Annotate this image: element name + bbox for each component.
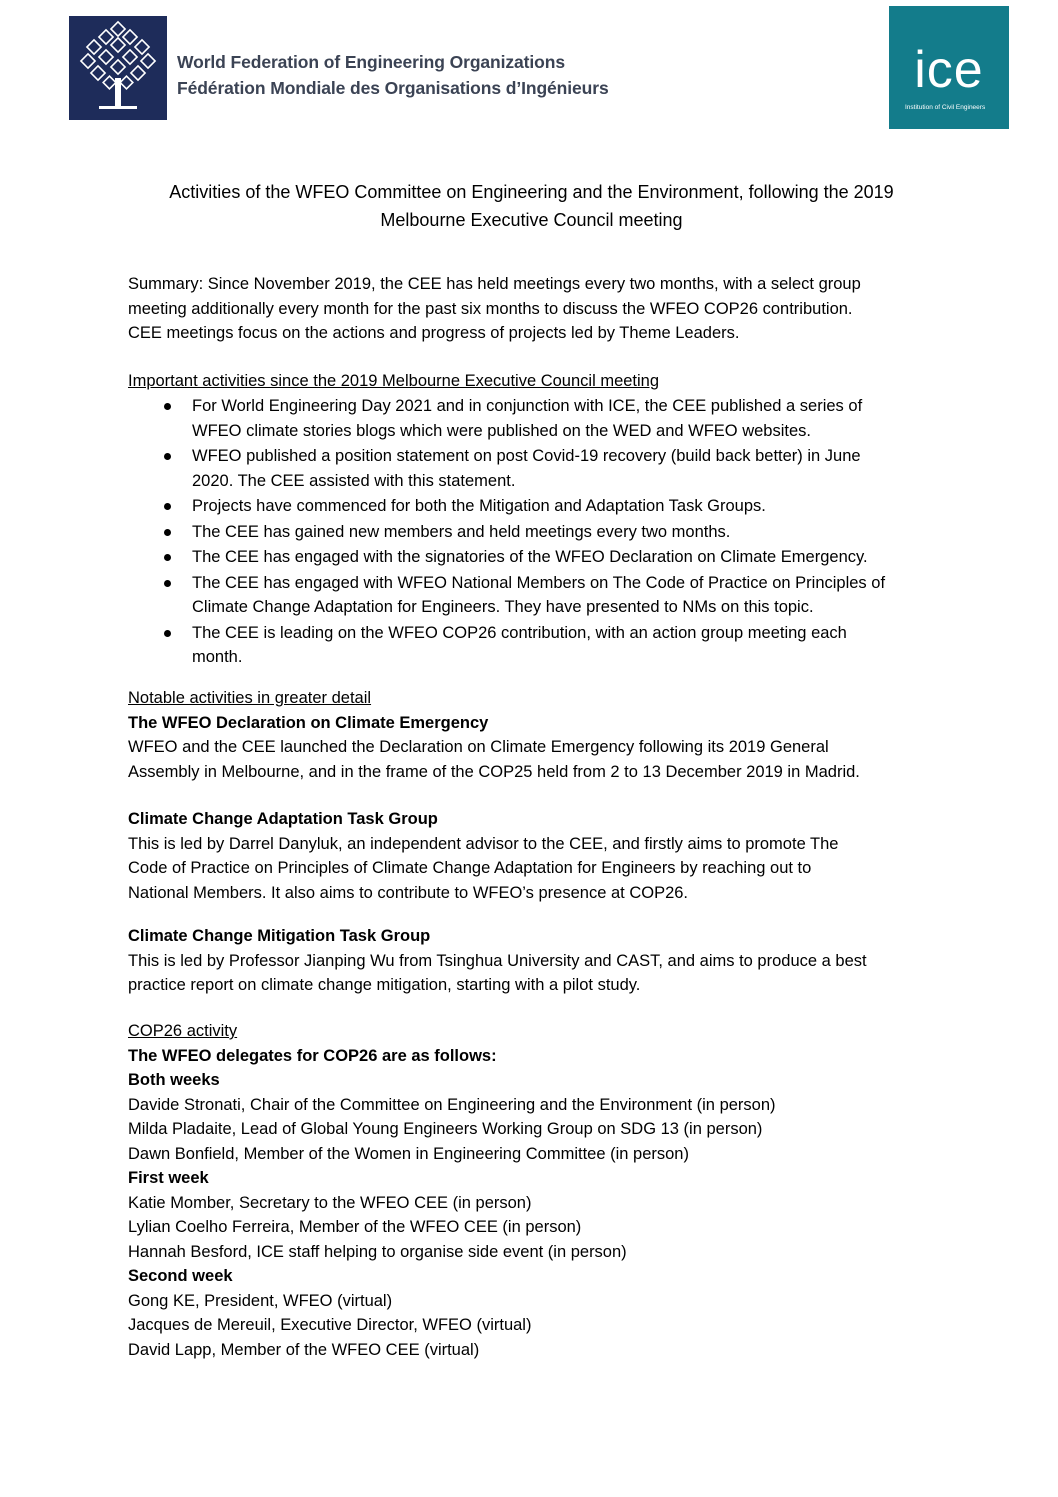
notable-activities-section	[128, 686, 948, 784]
list-item	[128, 444, 958, 493]
delegate-entry: Gong KE, President, WFEO (virtual)	[128, 1291, 393, 1310]
tree-icon	[69, 16, 167, 120]
ice-logo	[889, 6, 1009, 129]
delegate-entry: Milda Pladaite, Lead of Global Young Engineers Working Group on SDG 13 (in person)	[128, 1120, 763, 1138]
adaptation-title: Climate Change Adaptation Task Group	[128, 810, 438, 828]
summary-line: Summary: Since November 2019, the CEE has held meetings every two months, with a select group	[128, 275, 861, 293]
delegate-entry: Davide Stronati, Chair of the Committee on Engineering and the Environment (in person)	[128, 1095, 776, 1114]
summary-line: CEE meetings focus on the actions and progress of projects led by Theme Leaders.	[128, 324, 740, 342]
list-item	[128, 545, 958, 570]
organisation-name-fr: Fédération Mondiale des Organisations d’Ingénieurs	[177, 78, 609, 98]
title-line-2: Melbourne Executive Council meeting	[380, 210, 683, 230]
adaptation-section	[128, 807, 948, 905]
summary-paragraph	[128, 272, 948, 346]
list-item	[128, 494, 958, 519]
delegate-entry: David Lapp, Member of the WFEO CEE (virtual)	[128, 1340, 480, 1359]
bullet-icon	[164, 453, 171, 460]
bullet-text: Climate Change Adaptation for Engineers. They have presented to NMs on this topic.	[192, 598, 814, 616]
mitigation-section	[128, 924, 948, 998]
delegate-entry: Hannah Besford, ICE staff helping to organise side event (in person)	[128, 1242, 627, 1261]
adaptation-text: This is led by Darrel Danyluk, an independent advisor to the CEE, and firstly aims to promote The	[128, 834, 839, 853]
important-activities-list	[128, 394, 958, 671]
delegate-entry: Jacques de Mereuil, Executive Director, WFEO (virtual)	[128, 1316, 532, 1334]
bullet-icon	[164, 503, 171, 510]
bullet-text: 2020. The CEE assisted with this statement.	[192, 471, 516, 490]
second-week-label: Second week	[128, 1267, 233, 1285]
organisation-name	[177, 49, 609, 101]
delegate-entry: Dawn Bonfield, Member of the Women in Engineering Committee (in person)	[128, 1144, 689, 1163]
bullet-text: The CEE has engaged with WFEO National Members on The Code of Practice on Principles of	[192, 573, 886, 592]
cop26-heading: COP26 activity	[128, 1022, 238, 1040]
list-item	[128, 394, 958, 443]
document-title	[80, 178, 983, 234]
bullet-text: WFEO climate stories blogs which were published on the WED and WFEO websites.	[192, 421, 811, 440]
bullet-text: The CEE has gained new members and held meetings every two months.	[192, 522, 731, 541]
bullet-text: The CEE has engaged with the signatories of the WFEO Declaration on Climate Emergency.	[192, 548, 868, 566]
mitigation-title: Climate Change Mitigation Task Group	[128, 927, 431, 945]
bullet-text: The CEE is leading on the WFEO COP26 contribution, with an action group meeting each	[192, 623, 847, 642]
delegate-entry: Lylian Coelho Ferreira, Member of the WFEO CEE (in person)	[128, 1218, 582, 1236]
delegates-title: The WFEO delegates for COP26 are as follows:	[128, 1046, 497, 1065]
declaration-text: Assembly in Melbourne, and in the frame of the COP25 held from 2 to 13 December 2019 in Madrid.	[128, 762, 860, 781]
mitigation-text: practice report on climate change mitigation, starting with a pilot study.	[128, 976, 641, 994]
bullet-icon	[164, 529, 171, 536]
bullet-text: Projects have commenced for both the Mitigation and Adaptation Task Groups.	[192, 497, 766, 515]
mitigation-text: This is led by Professor Jianping Wu from Tsinghua University and CAST, and aims to produce a best	[128, 951, 867, 970]
first-week-label: First week	[128, 1169, 209, 1187]
bullet-icon	[164, 554, 171, 561]
bullet-icon	[164, 580, 171, 587]
cop26-section	[128, 1019, 948, 1362]
list-item	[128, 520, 958, 545]
organisation-name-en: World Federation of Engineering Organizations	[177, 52, 565, 72]
important-activities-heading: Important activities since the 2019 Melbourne Executive Council meeting	[128, 372, 660, 390]
bullet-icon	[164, 630, 171, 637]
wfeo-tree-logo	[69, 16, 167, 120]
delegate-entry: Katie Momber, Secretary to the WFEO CEE (in person)	[128, 1193, 532, 1212]
bullet-icon	[164, 403, 171, 410]
bullet-text: month.	[192, 648, 243, 666]
adaptation-text: National Members. It also aims to contribute to WFEO’s presence at COP26.	[128, 883, 689, 902]
bullet-text: For World Engineering Day 2021 and in conjunction with ICE, the CEE published a series of	[192, 397, 863, 415]
ice-logo-subtext: Institution of Civil Engineers	[905, 104, 986, 111]
notable-activities-heading: Notable activities in greater detail	[128, 689, 372, 707]
summary-line: meeting additionally every month for the past six months to discuss the WFEO COP26 contribution.	[128, 299, 853, 318]
adaptation-text: Code of Practice on Principles of Climate Change Adaptation for Engineers by reaching out to	[128, 859, 812, 877]
bullet-text: WFEO published a position statement on post Covid-19 recovery (build back better) in June	[192, 447, 861, 465]
declaration-text: WFEO and the CEE launched the Declaration on Climate Emergency following its 2019 General	[128, 738, 829, 756]
both-weeks-label: Both weeks	[128, 1071, 220, 1089]
ice-logo-wordmark: ice	[914, 41, 984, 99]
title-line-1: Activities of the WFEO Committee on Engineering and the Environment, following the 2019	[169, 182, 894, 202]
list-item	[128, 571, 958, 620]
list-item	[128, 621, 958, 670]
declaration-title: The WFEO Declaration on Climate Emergency	[128, 713, 489, 732]
